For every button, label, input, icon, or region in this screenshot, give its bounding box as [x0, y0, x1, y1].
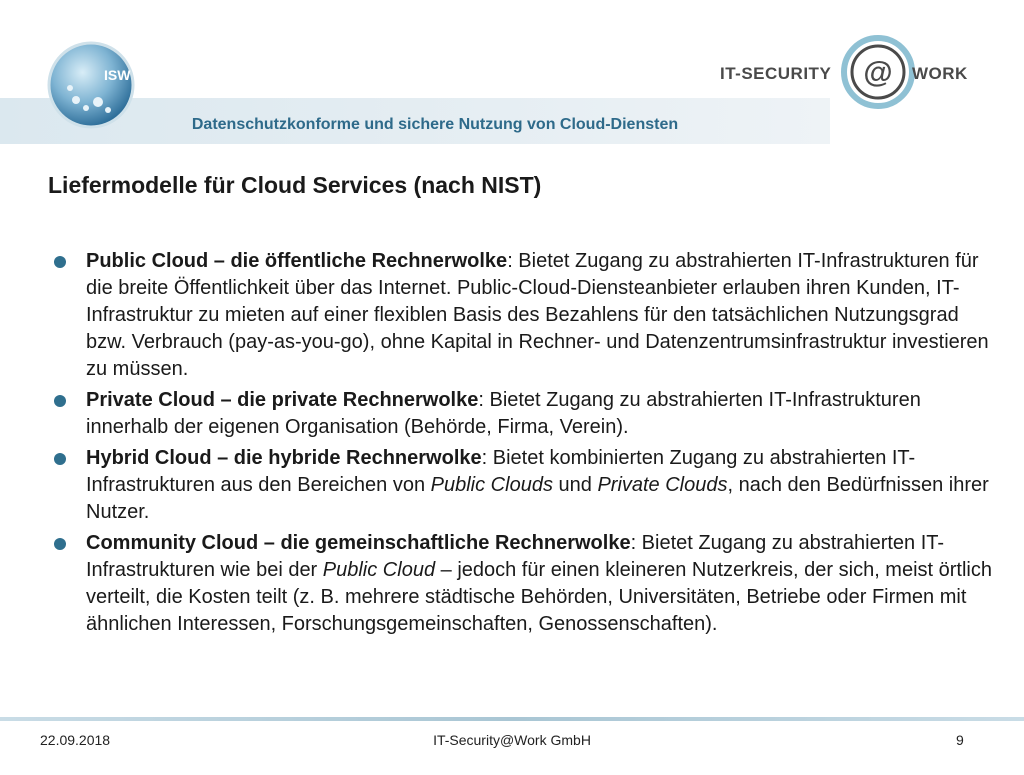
bullet-list	[52, 248, 992, 642]
bullet-dot-icon	[54, 256, 66, 268]
bullet-text: – jedoch für einen kleineren Nutzerkreis, der sich, meist örtlich verteilt, die Kosten teilt (z. B. mehrere städtische Behörden, Universitäten, Betriebe oder Firmen mit ähnlichen Interessen, Forschungsgemeinschaften, Genossenschaften).	[86, 559, 992, 635]
bullet-heading: Hybrid Cloud – die hybride Rechnerwolke	[86, 447, 482, 469]
list-item	[52, 248, 992, 383]
bullet-heading: Private Cloud – die private Rechnerwolke	[86, 389, 479, 411]
presentation-subtitle: Datenschutzkonforme und sichere Nutzung von Cloud-Diensten	[191, 116, 679, 133]
bullet-dot-icon	[54, 453, 66, 465]
bullet-text: : Bietet Zugang zu abstrahierten IT-Infrastrukturen für die breite Öffentlichkeit über das Internet. Public-Cloud-Diensteanbieter erlauben ihren Kunden, IT-Infrastruktur zu mieten auf einer flexiblen Basis des Bezahlens für den tatsächlichen Nutzungsgrad bzw. Verbrauch (pay-as-you-go), ohne Kapital in Rechner- und Datenzentrumsinfrastruktur investieren zu müssen.	[86, 250, 989, 380]
bullet-text: : Bietet Zugang zu abstrahierten IT-Infrastrukturen wie bei der	[86, 532, 945, 581]
bullet-text: und	[552, 474, 598, 496]
bullet-text: : Bietet kombinierten Zugang zu abstrahierten IT-Infrastrukturen aus den Bereichen von	[86, 447, 916, 496]
list-item	[52, 530, 992, 638]
page-number: 9	[956, 732, 964, 748]
list-item	[52, 445, 992, 526]
brand-right-text: WORK	[912, 64, 968, 83]
bullet-heading: Public Cloud – die öffentliche Rechnerwolke	[86, 250, 508, 272]
isw-logo-text: ISW	[104, 67, 131, 83]
footer-company: IT-Security@Work GmbH	[433, 732, 591, 748]
bullet-emphasis: Public Cloud	[322, 559, 436, 581]
bullet-dot-icon	[54, 395, 66, 407]
bullet-emphasis: Public Clouds	[430, 474, 553, 496]
bullet-heading: Community Cloud – die gemeinschaftliche Rechnerwolke	[86, 532, 631, 554]
bullet-text: : Bietet Zugang zu abstrahierten IT-Infrastrukturen innerhalb der eigenen Organisation (Behörde, Firma, Verein).	[86, 389, 921, 438]
at-sign-icon	[840, 32, 916, 112]
bullet-dot-icon	[54, 538, 66, 550]
bullet-text: , nach den Bedürfnissen ihrer Nutzer.	[86, 474, 989, 523]
svg-text:@: @	[863, 56, 893, 89]
bullet-emphasis: Private Clouds	[597, 474, 728, 496]
footer-divider	[0, 717, 1024, 721]
it-security-at-work-logo	[720, 32, 970, 112]
list-item	[52, 387, 992, 441]
slide-title: Liefermodelle für Cloud Services (nach NIST)	[48, 172, 542, 198]
footer-date: 22.09.2018	[40, 732, 111, 748]
brand-left-text: IT-SECURITY	[720, 64, 832, 83]
